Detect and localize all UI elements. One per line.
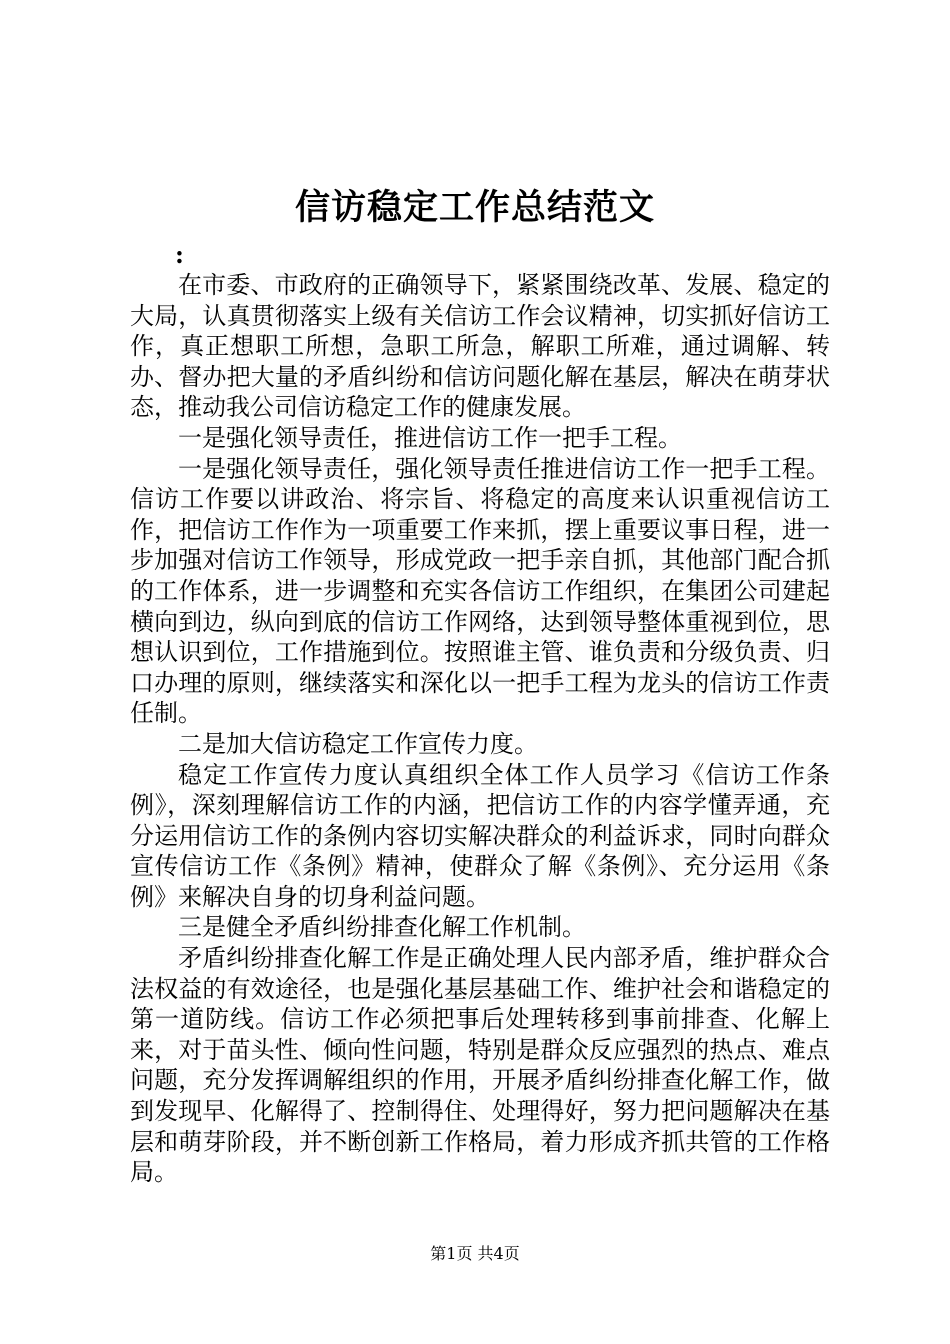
document-title: 信访稳定工作总结范文 xyxy=(294,187,655,228)
section-heading-3: 三是健全矛盾纠纷排查化解工作机制。 xyxy=(178,913,586,942)
page-number-footer: 第1页 共4页 xyxy=(430,1244,520,1263)
paragraph-intro: 在市委、市政府的正确领导下，紧紧围绕改革、发展、稳定的大局，认真贯彻落实上级有关信访工作会议精神，切实抓好信访工作，真正想职工所想，急职工所急，解职工所难，通过调解、转办、督办把大量的矛盾纠纷和信访问题化解在基层，解决在萌芽状态，推动我公司信访稳定工作的健康发展。 xyxy=(130,271,830,422)
paragraph-section-2: 稳定工作宣传力度认真组织全体工作人员学习《信访工作条例》，深刻理解信访工作的内涵，把信访工作的内容学懂弄通，充分运用信访工作的条例内容切实解决群众的利益诉求，同时向群众宣传信访工作《条例》精神，使群众了解《条例》、充分运用《条例》来解决自身的切身利益问题。 xyxy=(130,760,830,911)
document-body xyxy=(130,270,830,1188)
salutation-colon: : xyxy=(175,240,184,269)
section-heading-1: 一是强化领导责任，推进信访工作一把手工程。 xyxy=(178,423,682,452)
paragraph-section-3: 矛盾纠纷排查化解工作是正确处理人民内部矛盾，维护群众合法权益的有效途径，也是强化基层基础工作、维护社会和谐稳定的第一道防线。信访工作必须把事后处理转移到事前排查、化解上来，对于苗头性、倾向性问题，特别是群众反应强烈的热点、难点问题，充分发挥调解组织的作用，开展矛盾纠纷排查化解工作，做到发现早、化解得了、控制得住、处理得好，努力把问题解决在基层和萌芽阶段，并不断创新工作格局，着力形成齐抓共管的工作格局。 xyxy=(130,944,830,1187)
paragraph-section-1: 一是强化领导责任，强化领导责任推进信访工作一把手工程。信访工作要以讲政治、将宗旨、将稳定的高度来认识重视信访工作，把信访工作作为一项重要工作来抓，摆上重要议事日程，进一步加强对信访工作领导，形成党政一把手亲自抓，其他部门配合抓的工作体系，进一步调整和充实各信访工作组织，在集团公司建起横向到边，纵向到底的信访工作网络，达到领导整体重视到位，思想认识到位，工作措施到位。按照谁主管、谁负责和分级负责、归口办理的原则，继续落实和深化以一把手工程为龙头的信访工作责任制。 xyxy=(130,454,830,728)
section-heading-2: 二是加大信访稳定工作宣传力度。 xyxy=(178,729,538,758)
